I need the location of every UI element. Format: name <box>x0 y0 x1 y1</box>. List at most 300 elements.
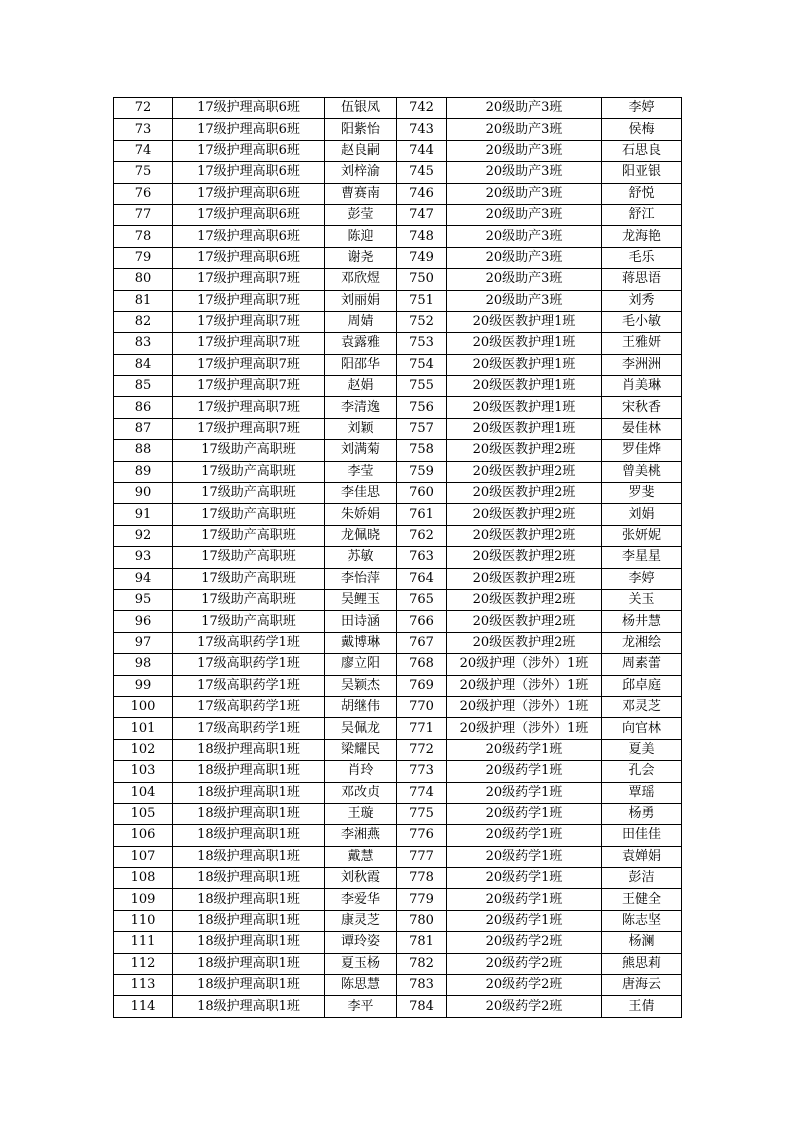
right-name-cell: 杨澜 <box>602 932 682 953</box>
left-name-cell: 陈思慧 <box>325 975 397 996</box>
left-number-cell: 75 <box>114 162 173 183</box>
left-class-cell: 17级高职药学1班 <box>173 632 325 653</box>
right-class-cell: 20级药学1班 <box>447 846 602 867</box>
right-name-cell: 石思良 <box>602 140 682 161</box>
right-class-cell: 20级医教护理2班 <box>447 547 602 568</box>
left-name-cell: 王璇 <box>325 803 397 824</box>
right-number-cell: 744 <box>397 140 447 161</box>
left-class-cell: 17级高职药学1班 <box>173 675 325 696</box>
left-class-cell: 17级高职药学1班 <box>173 696 325 717</box>
left-class-cell: 17级护理高职6班 <box>173 247 325 268</box>
right-class-cell: 20级药学2班 <box>447 953 602 974</box>
left-number-cell: 107 <box>114 846 173 867</box>
left-class-cell: 17级护理高职6班 <box>173 119 325 140</box>
left-name-cell: 刘满菊 <box>325 440 397 461</box>
right-class-cell: 20级药学1班 <box>447 739 602 760</box>
left-name-cell: 曹赛南 <box>325 183 397 204</box>
left-class-cell: 17级护理高职7班 <box>173 333 325 354</box>
table-row <box>114 803 682 824</box>
left-name-cell: 戴慧 <box>325 846 397 867</box>
right-name-cell: 阳亚银 <box>602 162 682 183</box>
right-name-cell: 王健全 <box>602 889 682 910</box>
table-row <box>114 504 682 525</box>
left-number-cell: 99 <box>114 675 173 696</box>
right-number-cell: 773 <box>397 761 447 782</box>
left-class-cell: 17级助产高职班 <box>173 483 325 504</box>
left-number-cell: 80 <box>114 269 173 290</box>
right-number-cell: 776 <box>397 825 447 846</box>
right-class-cell: 20级医教护理2班 <box>447 611 602 632</box>
left-name-cell: 朱娇娟 <box>325 504 397 525</box>
left-number-cell: 84 <box>114 354 173 375</box>
left-name-cell: 李清逸 <box>325 397 397 418</box>
left-name-cell: 李湘燕 <box>325 825 397 846</box>
right-name-cell: 晏佳林 <box>602 418 682 439</box>
left-number-cell: 103 <box>114 761 173 782</box>
right-class-cell: 20级医教护理2班 <box>447 525 602 546</box>
left-class-cell: 18级护理高职1班 <box>173 932 325 953</box>
left-class-cell: 18级护理高职1班 <box>173 761 325 782</box>
right-name-cell: 田佳佳 <box>602 825 682 846</box>
left-number-cell: 93 <box>114 547 173 568</box>
right-name-cell: 邓灵芝 <box>602 696 682 717</box>
right-name-cell: 刘秀 <box>602 290 682 311</box>
right-number-cell: 766 <box>397 611 447 632</box>
right-class-cell: 20级助产3班 <box>447 247 602 268</box>
right-name-cell: 夏美 <box>602 739 682 760</box>
table-row <box>114 654 682 675</box>
left-number-cell: 87 <box>114 418 173 439</box>
table-row <box>114 140 682 161</box>
left-name-cell: 阳邵华 <box>325 354 397 375</box>
left-name-cell: 李爱华 <box>325 889 397 910</box>
left-name-cell: 李佳思 <box>325 483 397 504</box>
right-number-cell: 746 <box>397 183 447 204</box>
left-name-cell: 赵娟 <box>325 376 397 397</box>
left-name-cell: 刘梓渝 <box>325 162 397 183</box>
left-number-cell: 111 <box>114 932 173 953</box>
left-number-cell: 77 <box>114 204 173 225</box>
left-number-cell: 110 <box>114 910 173 931</box>
right-number-cell: 770 <box>397 696 447 717</box>
right-class-cell: 20级医教护理1班 <box>447 397 602 418</box>
right-class-cell: 20级护理（涉外）1班 <box>447 718 602 739</box>
right-name-cell: 李婷 <box>602 568 682 589</box>
right-number-cell: 780 <box>397 910 447 931</box>
right-name-cell: 侯梅 <box>602 119 682 140</box>
right-class-cell: 20级药学2班 <box>447 975 602 996</box>
left-number-cell: 109 <box>114 889 173 910</box>
left-name-cell: 戴博琳 <box>325 632 397 653</box>
left-number-cell: 94 <box>114 568 173 589</box>
left-name-cell: 李怡萍 <box>325 568 397 589</box>
table-row <box>114 483 682 504</box>
left-number-cell: 76 <box>114 183 173 204</box>
right-class-cell: 20级助产3班 <box>447 119 602 140</box>
right-name-cell: 熊思莉 <box>602 953 682 974</box>
left-class-cell: 18级护理高职1班 <box>173 803 325 824</box>
table-row <box>114 162 682 183</box>
table-row <box>114 739 682 760</box>
right-class-cell: 20级药学1班 <box>447 868 602 889</box>
left-name-cell: 苏敏 <box>325 547 397 568</box>
table-row <box>114 761 682 782</box>
left-class-cell: 18级护理高职1班 <box>173 825 325 846</box>
right-name-cell: 龙海艳 <box>602 226 682 247</box>
table-row <box>114 269 682 290</box>
left-name-cell: 夏玉杨 <box>325 953 397 974</box>
left-class-cell: 17级护理高职6班 <box>173 183 325 204</box>
left-class-cell: 17级护理高职7班 <box>173 311 325 332</box>
right-name-cell: 孔会 <box>602 761 682 782</box>
right-class-cell: 20级医教护理2班 <box>447 461 602 482</box>
left-name-cell: 李莹 <box>325 461 397 482</box>
left-class-cell: 18级护理高职1班 <box>173 953 325 974</box>
right-number-cell: 772 <box>397 739 447 760</box>
left-class-cell: 17级助产高职班 <box>173 568 325 589</box>
right-number-cell: 751 <box>397 290 447 311</box>
left-number-cell: 105 <box>114 803 173 824</box>
left-number-cell: 79 <box>114 247 173 268</box>
table-row <box>114 440 682 461</box>
left-name-cell: 梁耀民 <box>325 739 397 760</box>
right-class-cell: 20级医教护理1班 <box>447 354 602 375</box>
left-name-cell: 吴佩龙 <box>325 718 397 739</box>
left-class-cell: 17级高职药学1班 <box>173 654 325 675</box>
right-number-cell: 768 <box>397 654 447 675</box>
left-class-cell: 17级护理高职6班 <box>173 140 325 161</box>
left-class-cell: 17级高职药学1班 <box>173 718 325 739</box>
table-row <box>114 98 682 119</box>
right-name-cell: 舒江 <box>602 204 682 225</box>
right-number-cell: 748 <box>397 226 447 247</box>
right-name-cell: 舒悦 <box>602 183 682 204</box>
right-number-cell: 760 <box>397 483 447 504</box>
right-name-cell: 陈志坚 <box>602 910 682 931</box>
right-name-cell: 李星星 <box>602 547 682 568</box>
right-number-cell: 745 <box>397 162 447 183</box>
left-name-cell: 吴颖杰 <box>325 675 397 696</box>
table-row <box>114 290 682 311</box>
left-name-cell: 赵良嗣 <box>325 140 397 161</box>
right-class-cell: 20级护理（涉外）1班 <box>447 654 602 675</box>
right-number-cell: 757 <box>397 418 447 439</box>
right-number-cell: 747 <box>397 204 447 225</box>
left-class-cell: 17级护理高职7班 <box>173 354 325 375</box>
table-row <box>114 696 682 717</box>
left-name-cell: 邓改贞 <box>325 782 397 803</box>
left-number-cell: 100 <box>114 696 173 717</box>
left-name-cell: 彭莹 <box>325 204 397 225</box>
right-number-cell: 750 <box>397 269 447 290</box>
left-number-cell: 112 <box>114 953 173 974</box>
right-class-cell: 20级助产3班 <box>447 183 602 204</box>
left-number-cell: 74 <box>114 140 173 161</box>
left-number-cell: 73 <box>114 119 173 140</box>
right-name-cell: 袁婵娟 <box>602 846 682 867</box>
left-number-cell: 97 <box>114 632 173 653</box>
left-name-cell: 肖玲 <box>325 761 397 782</box>
left-class-cell: 17级护理高职6班 <box>173 162 325 183</box>
right-class-cell: 20级医教护理2班 <box>447 568 602 589</box>
right-class-cell: 20级助产3班 <box>447 204 602 225</box>
right-name-cell: 毛小敏 <box>602 311 682 332</box>
right-number-cell: 759 <box>397 461 447 482</box>
left-name-cell: 胡继伟 <box>325 696 397 717</box>
right-number-cell: 767 <box>397 632 447 653</box>
left-name-cell: 伍银凤 <box>325 98 397 119</box>
right-class-cell: 20级医教护理2班 <box>447 589 602 610</box>
left-class-cell: 17级助产高职班 <box>173 440 325 461</box>
left-name-cell: 田诗涵 <box>325 611 397 632</box>
right-name-cell: 蒋思语 <box>602 269 682 290</box>
table-row <box>114 226 682 247</box>
right-class-cell: 20级药学1班 <box>447 782 602 803</box>
right-number-cell: 755 <box>397 376 447 397</box>
left-name-cell: 廖立阳 <box>325 654 397 675</box>
left-number-cell: 86 <box>114 397 173 418</box>
left-number-cell: 102 <box>114 739 173 760</box>
right-class-cell: 20级医教护理2班 <box>447 440 602 461</box>
table-row <box>114 868 682 889</box>
right-name-cell: 刘娟 <box>602 504 682 525</box>
left-name-cell: 袁露雅 <box>325 333 397 354</box>
right-name-cell: 毛乐 <box>602 247 682 268</box>
left-number-cell: 92 <box>114 525 173 546</box>
left-name-cell: 刘丽娟 <box>325 290 397 311</box>
right-number-cell: 764 <box>397 568 447 589</box>
left-number-cell: 108 <box>114 868 173 889</box>
right-name-cell: 罗斐 <box>602 483 682 504</box>
right-name-cell: 罗佳烨 <box>602 440 682 461</box>
left-name-cell: 康灵芝 <box>325 910 397 931</box>
table-row <box>114 996 682 1017</box>
left-class-cell: 17级护理高职7班 <box>173 418 325 439</box>
right-name-cell: 唐海云 <box>602 975 682 996</box>
left-name-cell: 李平 <box>325 996 397 1017</box>
right-class-cell: 20级医教护理1班 <box>447 311 602 332</box>
table-row <box>114 975 682 996</box>
left-class-cell: 17级护理高职6班 <box>173 226 325 247</box>
left-class-cell: 18级护理高职1班 <box>173 975 325 996</box>
table-row <box>114 568 682 589</box>
right-class-cell: 20级医教护理2班 <box>447 504 602 525</box>
left-class-cell: 17级助产高职班 <box>173 611 325 632</box>
right-class-cell: 20级助产3班 <box>447 162 602 183</box>
left-number-cell: 98 <box>114 654 173 675</box>
table-row <box>114 782 682 803</box>
right-number-cell: 783 <box>397 975 447 996</box>
table-row <box>114 418 682 439</box>
left-number-cell: 85 <box>114 376 173 397</box>
left-class-cell: 18级护理高职1班 <box>173 739 325 760</box>
right-number-cell: 778 <box>397 868 447 889</box>
table-row <box>114 718 682 739</box>
right-number-cell: 763 <box>397 547 447 568</box>
right-name-cell: 肖美琳 <box>602 376 682 397</box>
right-name-cell: 李洲洲 <box>602 354 682 375</box>
table-row <box>114 204 682 225</box>
left-name-cell: 刘颖 <box>325 418 397 439</box>
right-class-cell: 20级护理（涉外）1班 <box>447 696 602 717</box>
left-name-cell: 谢尧 <box>325 247 397 268</box>
left-class-cell: 18级护理高职1班 <box>173 996 325 1017</box>
left-name-cell: 陈迎 <box>325 226 397 247</box>
left-name-cell: 阳紫怡 <box>325 119 397 140</box>
table-row <box>114 183 682 204</box>
right-class-cell: 20级助产3班 <box>447 98 602 119</box>
right-number-cell: 775 <box>397 803 447 824</box>
table-row <box>114 932 682 953</box>
right-class-cell: 20级助产3班 <box>447 290 602 311</box>
right-number-cell: 756 <box>397 397 447 418</box>
left-class-cell: 18级护理高职1班 <box>173 910 325 931</box>
right-number-cell: 752 <box>397 311 447 332</box>
table-row <box>114 247 682 268</box>
left-class-cell: 17级护理高职6班 <box>173 204 325 225</box>
left-number-cell: 88 <box>114 440 173 461</box>
right-class-cell: 20级药学1班 <box>447 825 602 846</box>
right-number-cell: 774 <box>397 782 447 803</box>
left-number-cell: 89 <box>114 461 173 482</box>
left-name-cell: 吴鲤玉 <box>325 589 397 610</box>
left-number-cell: 101 <box>114 718 173 739</box>
right-number-cell: 753 <box>397 333 447 354</box>
table-row <box>114 825 682 846</box>
left-class-cell: 17级助产高职班 <box>173 589 325 610</box>
left-number-cell: 81 <box>114 290 173 311</box>
right-class-cell: 20级药学1班 <box>447 803 602 824</box>
right-class-cell: 20级医教护理2班 <box>447 632 602 653</box>
left-number-cell: 82 <box>114 311 173 332</box>
table-row <box>114 525 682 546</box>
right-name-cell: 周素蕾 <box>602 654 682 675</box>
right-name-cell: 李婷 <box>602 98 682 119</box>
right-name-cell: 王雅妍 <box>602 333 682 354</box>
right-number-cell: 761 <box>397 504 447 525</box>
table-row <box>114 953 682 974</box>
left-class-cell: 18级护理高职1班 <box>173 889 325 910</box>
left-class-cell: 17级护理高职7班 <box>173 290 325 311</box>
right-name-cell: 覃瑶 <box>602 782 682 803</box>
left-class-cell: 17级助产高职班 <box>173 504 325 525</box>
left-class-cell: 17级助产高职班 <box>173 461 325 482</box>
roster-table <box>113 97 682 1018</box>
left-number-cell: 106 <box>114 825 173 846</box>
right-class-cell: 20级助产3班 <box>447 140 602 161</box>
left-number-cell: 96 <box>114 611 173 632</box>
right-number-cell: 742 <box>397 98 447 119</box>
right-number-cell: 769 <box>397 675 447 696</box>
table-row <box>114 611 682 632</box>
right-name-cell: 王倩 <box>602 996 682 1017</box>
left-class-cell: 18级护理高职1班 <box>173 868 325 889</box>
right-number-cell: 765 <box>397 589 447 610</box>
left-class-cell: 17级护理高职7班 <box>173 397 325 418</box>
right-class-cell: 20级药学2班 <box>447 996 602 1017</box>
right-class-cell: 20级药学1班 <box>447 889 602 910</box>
left-number-cell: 114 <box>114 996 173 1017</box>
table-row <box>114 376 682 397</box>
right-number-cell: 777 <box>397 846 447 867</box>
right-class-cell: 20级助产3班 <box>447 226 602 247</box>
right-class-cell: 20级药学1班 <box>447 761 602 782</box>
right-number-cell: 762 <box>397 525 447 546</box>
left-name-cell: 谭玲姿 <box>325 932 397 953</box>
left-class-cell: 17级助产高职班 <box>173 547 325 568</box>
left-class-cell: 17级护理高职7班 <box>173 269 325 290</box>
right-number-cell: 771 <box>397 718 447 739</box>
right-class-cell: 20级药学1班 <box>447 910 602 931</box>
right-class-cell: 20级医教护理2班 <box>447 483 602 504</box>
table-row <box>114 397 682 418</box>
table-row <box>114 354 682 375</box>
table-row <box>114 119 682 140</box>
right-number-cell: 754 <box>397 354 447 375</box>
right-class-cell: 20级护理（涉外）1班 <box>447 675 602 696</box>
right-name-cell: 杨井慧 <box>602 611 682 632</box>
left-class-cell: 17级助产高职班 <box>173 525 325 546</box>
left-name-cell: 邓欣煜 <box>325 269 397 290</box>
left-class-cell: 17级护理高职6班 <box>173 98 325 119</box>
right-name-cell: 龙湘绘 <box>602 632 682 653</box>
right-number-cell: 758 <box>397 440 447 461</box>
left-class-cell: 18级护理高职1班 <box>173 782 325 803</box>
right-class-cell: 20级医教护理1班 <box>447 333 602 354</box>
left-number-cell: 90 <box>114 483 173 504</box>
table-row <box>114 632 682 653</box>
right-name-cell: 曾美桃 <box>602 461 682 482</box>
right-name-cell: 彭洁 <box>602 868 682 889</box>
left-name-cell: 刘秋霞 <box>325 868 397 889</box>
right-class-cell: 20级医教护理1班 <box>447 376 602 397</box>
right-number-cell: 749 <box>397 247 447 268</box>
table-row <box>114 846 682 867</box>
right-class-cell: 20级医教护理1班 <box>447 418 602 439</box>
left-class-cell: 17级护理高职7班 <box>173 376 325 397</box>
table-row <box>114 461 682 482</box>
right-name-cell: 杨勇 <box>602 803 682 824</box>
right-number-cell: 779 <box>397 889 447 910</box>
left-number-cell: 91 <box>114 504 173 525</box>
left-number-cell: 104 <box>114 782 173 803</box>
left-number-cell: 113 <box>114 975 173 996</box>
table-row <box>114 889 682 910</box>
table-row <box>114 333 682 354</box>
table-row <box>114 675 682 696</box>
right-name-cell: 邱卓庭 <box>602 675 682 696</box>
left-number-cell: 72 <box>114 98 173 119</box>
left-number-cell: 95 <box>114 589 173 610</box>
right-number-cell: 782 <box>397 953 447 974</box>
left-class-cell: 18级护理高职1班 <box>173 846 325 867</box>
left-name-cell: 周婧 <box>325 311 397 332</box>
left-name-cell: 龙佩晓 <box>325 525 397 546</box>
right-name-cell: 关玉 <box>602 589 682 610</box>
left-number-cell: 78 <box>114 226 173 247</box>
table-row <box>114 910 682 931</box>
right-name-cell: 宋秋香 <box>602 397 682 418</box>
right-name-cell: 向官林 <box>602 718 682 739</box>
right-number-cell: 781 <box>397 932 447 953</box>
table-row <box>114 547 682 568</box>
right-class-cell: 20级药学2班 <box>447 932 602 953</box>
table-row <box>114 311 682 332</box>
right-name-cell: 张妍妮 <box>602 525 682 546</box>
table-row <box>114 589 682 610</box>
roster-body <box>114 98 682 1018</box>
right-number-cell: 784 <box>397 996 447 1017</box>
